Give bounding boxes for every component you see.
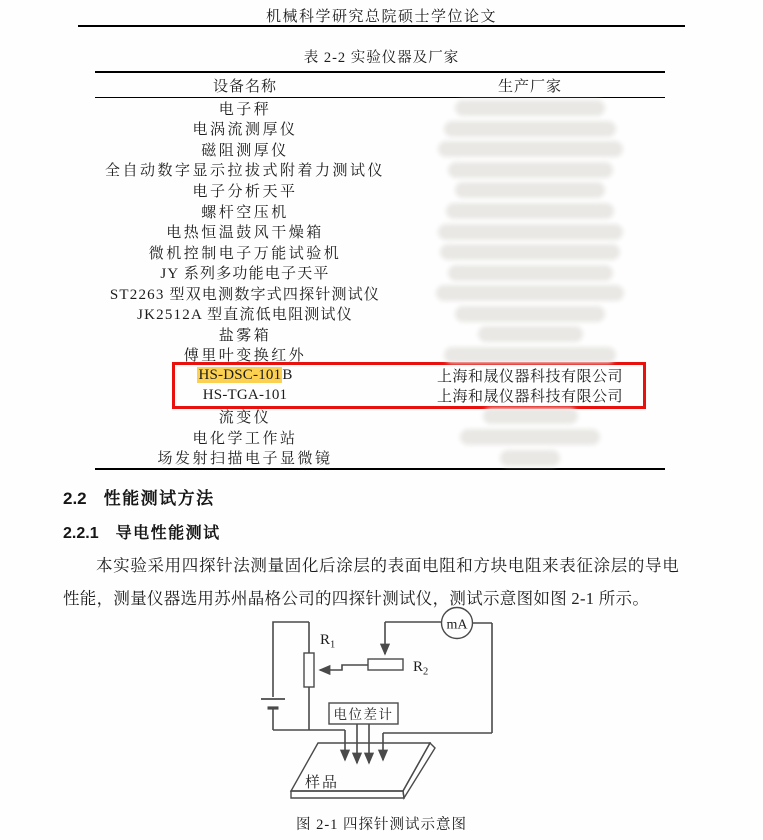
battery-icon [261, 699, 285, 708]
table-title: 表 2-2 实验仪器及厂家 [303, 50, 460, 66]
resistor-r1 [304, 632, 368, 687]
svg-text:样品: 样品 [305, 775, 340, 791]
device-name: 螺杆空压机 [201, 204, 289, 221]
table-row [95, 345, 665, 366]
section-heading-2-2 [63, 484, 215, 509]
svg-text:R1: $R_1$ [320, 632, 336, 651]
redacted-text-blur [438, 224, 623, 240]
device-name: HS-DSC-101B [198, 366, 293, 383]
svg-text:mA: mA [446, 617, 468, 633]
device-name: 流变仪 [218, 409, 272, 426]
header-rule [78, 25, 685, 27]
device-name: JY 系列多功能电子天平 [160, 266, 330, 283]
table-row [95, 283, 665, 304]
table-row [95, 447, 665, 468]
column-header-manufacturer: 生产厂家 [497, 78, 562, 95]
device-name: 盐雾箱 [218, 327, 272, 344]
table-row [95, 365, 665, 386]
device-name: 全自动数字显示拉拔式附着力测试仪 [104, 163, 385, 180]
column-header-device: 设备名称 [212, 78, 277, 95]
table-row [95, 98, 665, 119]
page-header: 机械科学研究总院硕士学位论文 [265, 9, 497, 25]
redacted-text-blur [444, 121, 616, 137]
table-header-row [95, 73, 665, 98]
device-name: 电热恒温鼓风干燥箱 [166, 225, 324, 242]
table-row [95, 119, 665, 140]
redacted-text-blur [448, 162, 613, 178]
table-body [95, 98, 665, 468]
four-probe-test-diagram [230, 595, 550, 810]
redacted-text-blur [446, 203, 614, 219]
table-row [95, 139, 665, 160]
table-row [95, 427, 665, 448]
redacted-text-blur [438, 141, 623, 157]
resistor-r2 [368, 622, 428, 678]
device-name: 电化学工作站 [192, 430, 298, 447]
section-title: 导电性能测试 [115, 525, 221, 542]
manufacturer-name: 上海和晟仪器科技有限公司 [436, 368, 623, 385]
section-heading-2-2-1 [63, 520, 221, 543]
instruments-table [95, 71, 665, 470]
redacted-text-blur [460, 429, 600, 445]
device-name: 电子分析天平 [192, 183, 298, 200]
table-row [95, 262, 665, 283]
table-row [95, 386, 665, 407]
redacted-text-blur [448, 265, 613, 281]
device-name: ST2263 型双电测数字式四探针测试仪 [109, 286, 381, 303]
table-row [95, 406, 665, 427]
device-name: 电涡流测厚仪 [192, 122, 298, 139]
device-name: 傅里叶变换红外 [183, 348, 307, 365]
device-name: 场发射扫描电子显微镜 [157, 451, 333, 468]
table-row [95, 303, 665, 324]
table-row [95, 201, 665, 222]
section-number: 2.2.1 [63, 525, 99, 542]
manufacturer-name: 上海和晟仪器科技有限公司 [436, 389, 623, 406]
table-row [95, 242, 665, 263]
table-row [95, 160, 665, 181]
redacted-text-blur [436, 285, 624, 301]
body-paragraph: 本实验采用四探针法测量固化后涂层的表面电阻和方块电阻来表征涂层的导电性能，测量仪器选用苏州晶格公司的四探针测试仪，测试示意图如图 2-1 所示。 [63, 556, 679, 608]
potentiometer-box [329, 703, 398, 724]
table-row [95, 221, 665, 242]
redacted-text-blur [500, 450, 560, 466]
section-title: 性能测试方法 [103, 489, 215, 508]
device-name: HS-TGA-101 [202, 387, 288, 404]
redacted-text-blur [444, 347, 616, 363]
figure-caption: 图 2-1 四探针测试示意图 [295, 817, 468, 833]
device-name: 电子秤 [218, 101, 272, 118]
redacted-text-blur [478, 326, 583, 342]
ammeter [442, 608, 473, 639]
device-name: 微机控制电子万能试验机 [148, 245, 342, 262]
redacted-text-blur [455, 182, 605, 198]
redacted-text-blur [455, 306, 605, 322]
table-row [95, 324, 665, 345]
svg-text:电位差计: 电位差计 [333, 707, 394, 722]
table-row [95, 180, 665, 201]
redacted-text-blur [483, 408, 578, 424]
device-name: JK2512A 型直流低电阻测试仪 [137, 307, 353, 324]
sample-plate [291, 743, 435, 798]
redacted-text-blur [455, 100, 605, 116]
svg-text:R2: $R_2$ [413, 659, 429, 678]
device-name: 磁阻测厚仪 [201, 142, 289, 159]
section-number: 2.2 [63, 489, 87, 508]
highlighted-text: HS-DSC-101 [198, 366, 282, 383]
redacted-text-blur [440, 244, 620, 260]
